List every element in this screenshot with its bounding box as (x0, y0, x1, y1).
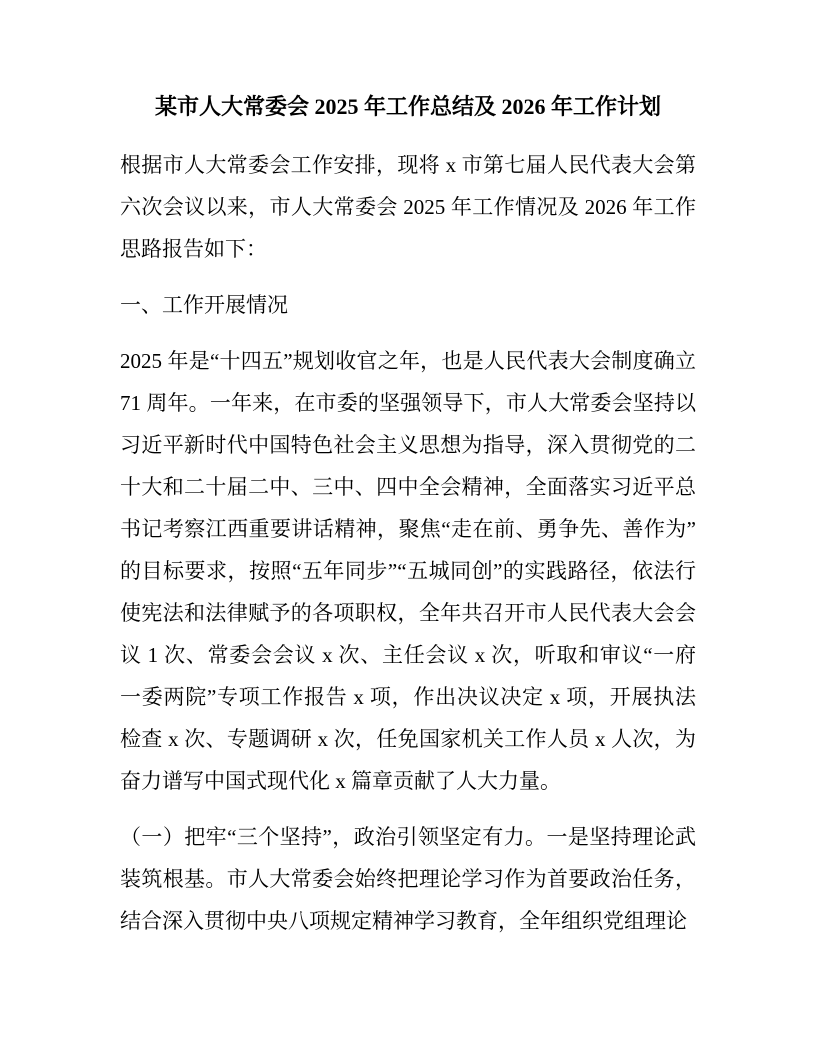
section-heading-work-progress: 一、工作开展情况 (120, 293, 288, 317)
paragraph-intro: 根据市人大常委会工作安排，现将 x 市第七届人民代表大会第六次会议以来，市人大常委会 2025 年工作情况及 2026 年工作思路报告如下： (120, 153, 696, 261)
document-title-text: 某市人大常委会 2025 年工作总结及 2026 年工作计划 (154, 94, 661, 119)
paragraph-subsection-one: （一）把牢“三个坚持”，政治引领坚定有力。一是坚持理论武装筑根基。市人大常委会始终把理论学习作为首要政治任务，结合深入贯彻中央八项规定精神学习教育，全年组织党组理论 (120, 825, 696, 933)
paragraph-annual-overview: 2025 年是“十四五”规划收官之年，也是人民代表大会制度确立 71 周年。一年来，在市委的坚强领导下，市人大常委会坚持以习近平新时代中国特色社会主义思想为指导，深入贯彻党的二十大和二十届二中、三中、四中全会精神，全面落实习近平总书记考察江西重要讲话精神，聚焦“走在前、勇争先、善作为”的目标要求，按照“五年同步”“五城同创”的实践路径，依法行使宪法和法律赋予的各项职权，全年共召开市人民代表大会会议 1 次、常委会会议 x 次、主任会议 x 次，听取和审议“一府一委两院”专项工作报告 x 项，作出决议决定 x 项，开展执法检查 x 次、专题调研 x 次，任免国家机关工作人员 x 人次，为奋力谱写中国式现代化 x 篇章贡献了人大力量。 (120, 349, 696, 793)
document-title (120, 86, 696, 128)
